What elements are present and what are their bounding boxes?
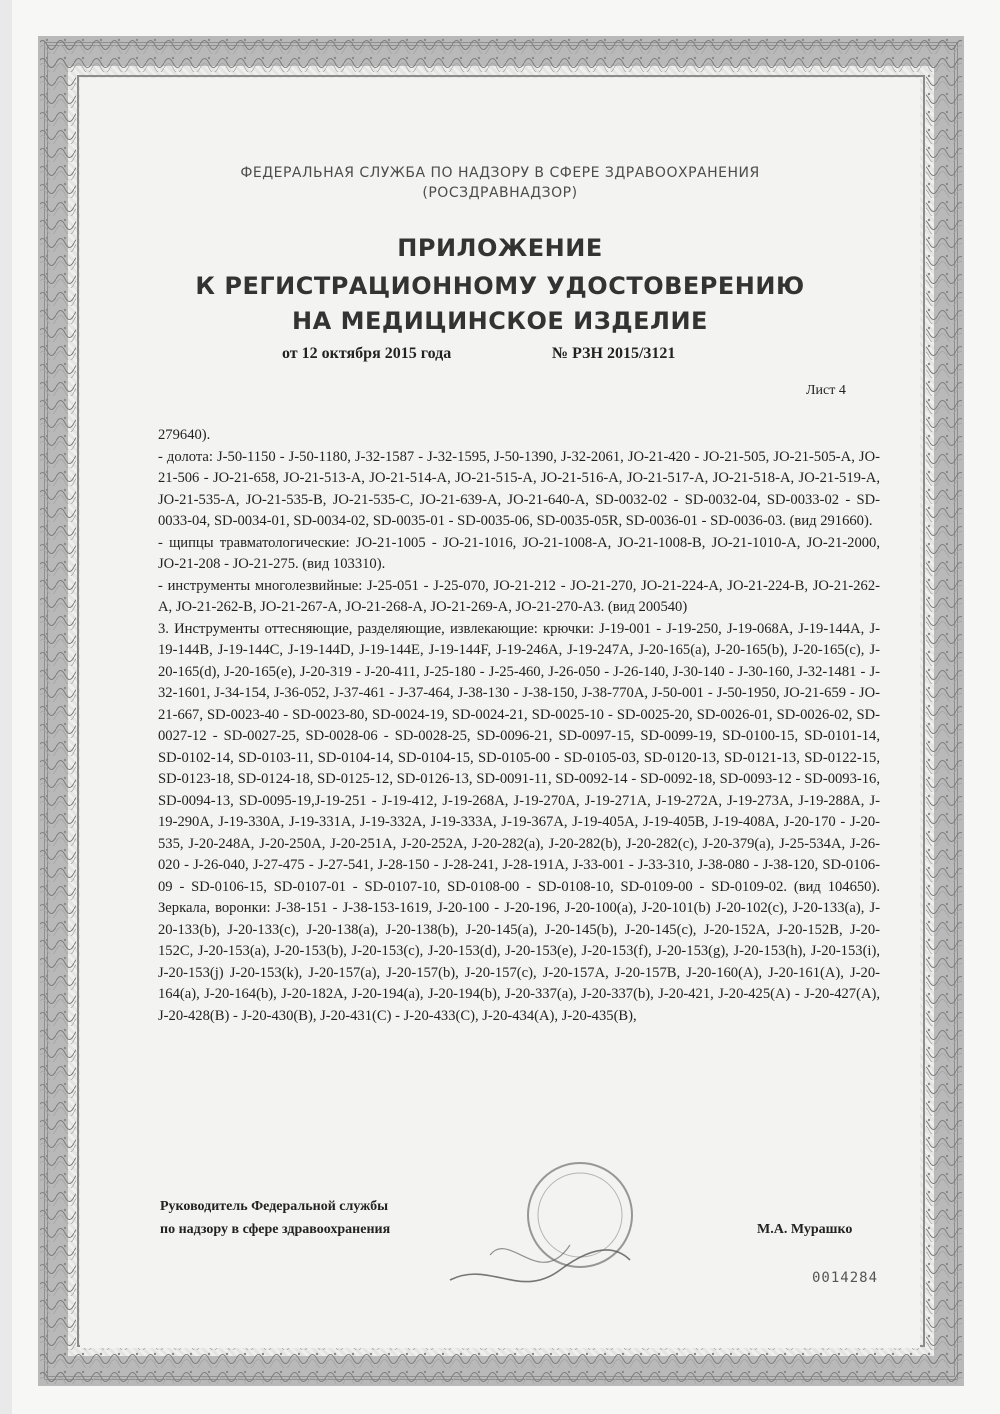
- body-paragraph: - долота: J-50-1150 - J-50-1180, J-32-1587 - J-32-1595, J-50-1390, J-32-2061, JO-21-420 - JO-21-505, JO-21-505-A, JO-21-506 - JO-21-658, JO-21-513-A, JO-21-514-A, JO-21-515-A, JO-21-516-A, JO-21-517-A, JO-21-518-A, JO-21-519-A, JO-21-535-A, JO-21-535-B, JO-21-535-C, JO-21-639-A, JO-21-640-A, SD-0032-02 - SD-0032-04, SD-0033-02 - SD-0033-04, SD-0034-01, SD-0034-02, SD-0035-01 - SD-0035-06, SD-0035-05R, SD-0036-01 - SD-0036-03. (вид 291660).: [158, 448, 880, 529]
- document-body: [158, 425, 880, 1027]
- sheet-number: Лист 4: [806, 383, 846, 398]
- signatory-position-line2: по надзору в сфере здравоохранения: [160, 1222, 391, 1237]
- registration-number: № РЗН 2015/3121: [552, 345, 676, 362]
- body-paragraph: - щипцы травматологические: JO-21-1005 - JO-21-1016, JO-21-1008-A, JO-21-1008-B, JO-21-1010-A, JO-21-2000, JO-21-208 - JO-21-275. (вид 103310).: [158, 534, 880, 572]
- body-paragraph: - инструменты многолезвийные: J-25-051 - J-25-070, JO-21-212 - JO-21-270, JO-21-224-A, JO-21-224-B, JO-21-262-A, JO-21-262-B, JO-21-267-A, JO-21-268-A, JO-21-269-A, JO-21-270-A3. (вид 200540): [158, 577, 880, 615]
- signatory-name: М.А. Мурашко: [757, 1222, 853, 1237]
- document-title: ПРИЛОЖЕНИЕ: [397, 234, 603, 262]
- agency-name: ФЕДЕРАЛЬНАЯ СЛУЖБА ПО НАДЗОРУ В СФЕРЕ ЗДРАВООХРАНЕНИЯ: [240, 165, 760, 181]
- form-serial-number: 0014284: [812, 1270, 879, 1286]
- document-title-line3: НА МЕДИЦИНСКОЕ ИЗДЕЛИЕ: [292, 307, 708, 335]
- scan-edge: [0, 0, 12, 1414]
- signatory-position: Руководитель Федеральной службы: [160, 1199, 389, 1214]
- document-title-line2: К РЕГИСТРАЦИОННОМУ УДОСТОВЕРЕНИЮ: [195, 272, 805, 300]
- official-seal: [430, 1160, 640, 1310]
- body-paragraph: 279640).: [158, 427, 211, 443]
- agency-abbreviation: (РОСЗДРАВНАДЗОР): [422, 185, 578, 201]
- body-paragraph: 3. Инструменты оттесняющие, разделяющие, извлекающие: крючки: J-19-001 - J-19-250, J-19-068A, J-19-144A, J-19-144B, J-19-144C, J-19-144D, J-19-144E, J-19-144F, J-19-246A, J-19-247A, J-20-165(a), J-20-165(b), J-20-165(c), J-20-165(d), J-20-165(e), J-20-319 - J-20-411, J-25-180 - J-25-460, J-26-050 - J-26-140, J-30-140 - J-30-160, J-32-1481 - J-32-1601, J-34-154, J-36-052, J-37-461 - J-37-464, J-38-130 - J-38-150, J-38-770A, J-50-001 - J-50-1950, JO-21-659 - JO-21-667, SD-0023-40 - SD-0023-80, SD-0024-19, SD-0024-21, SD-0025-10 - SD-0025-20, SD-0026-01, SD-0026-02, SD-0027-12 - SD-0027-25, SD-0028-06 - SD-0028-25, SD-0096-21, SD-0097-15, SD-0099-19, SD-0100-15, SD-0101-14, SD-0102-14, SD-0103-11, SD-0104-14, SD-0104-15, SD-0105-00 - SD-0105-03, SD-0120-13, SD-0121-13, SD-0122-15, SD-0123-18, SD-0124-18, SD-0125-12, SD-0126-13, SD-0091-11, SD-0092-14 - SD-0092-18, SD-0093-12 - SD-0093-16, SD-0094-13, SD-0095-19,J-19-251 - J-19-412, J-19-268A, J-19-270A, J-19-271A, J-19-272A, J-19-273A, J-19-288A, J-19-290A, J-19-330A, J-19-331A, J-19-332A, J-19-333A, J-19-367A, J-19-405A, J-19-405B, J-19-408A, J-20-170 - J-20-535, J-20-248A, J-20-250A, J-20-251A, J-20-252A, J-20-282(a), J-20-282(b), J-20-282(c), J-20-379(a), J-25-534A, J-26-020 - J-26-040, J-27-475 - J-27-541, J-28-150 - J-28-241, J-28-191A, J-33-001 - J-33-310, J-38-080 - J-38-120, SD-0106-09 - SD-0106-15, SD-0107-01 - SD-0107-10, SD-0108-00 - SD-0108-10, SD-0109-00 - SD-0109-02. (вид 104650). Зеркала, воронки: J-38-151 - J-38-153-1619, J-20-100 - J-20-196, J-20-100(a), J-20-101(b) J-20-102(c), J-20-133(a), J-20-133(b), J-20-133(c), J-20-138(a), J-20-138(b), J-20-145(a), J-20-145(b), J-20-145(c), J-20-152A, J-20-152B, J-20-152C, J-20-153(a), J-20-153(b), J-20-153(c), J-20-153(d), J-20-153(e), J-20-153(f), J-20-153(g), J-20-153(h), J-20-153(i), J-20-153(j) J-20-153(k), J-20-157(a), J-20-157(b), J-20-157(c), J-20-157A, J-20-157B, J-20-160(A), J-20-161(A), J-20-164(a), J-20-164(b), J-20-182A, J-20-194(a), J-20-194(b), J-20-337(a), J-20-337(b), J-20-421, J-20-425(A) - J-20-427(A), J-20-428(B) - J-20-430(B), J-20-431(C) - J-20-433(C), J-20-434(A), J-20-435(B),: [158, 620, 880, 1024]
- issue-date: от 12 октября 2015 года: [282, 345, 452, 362]
